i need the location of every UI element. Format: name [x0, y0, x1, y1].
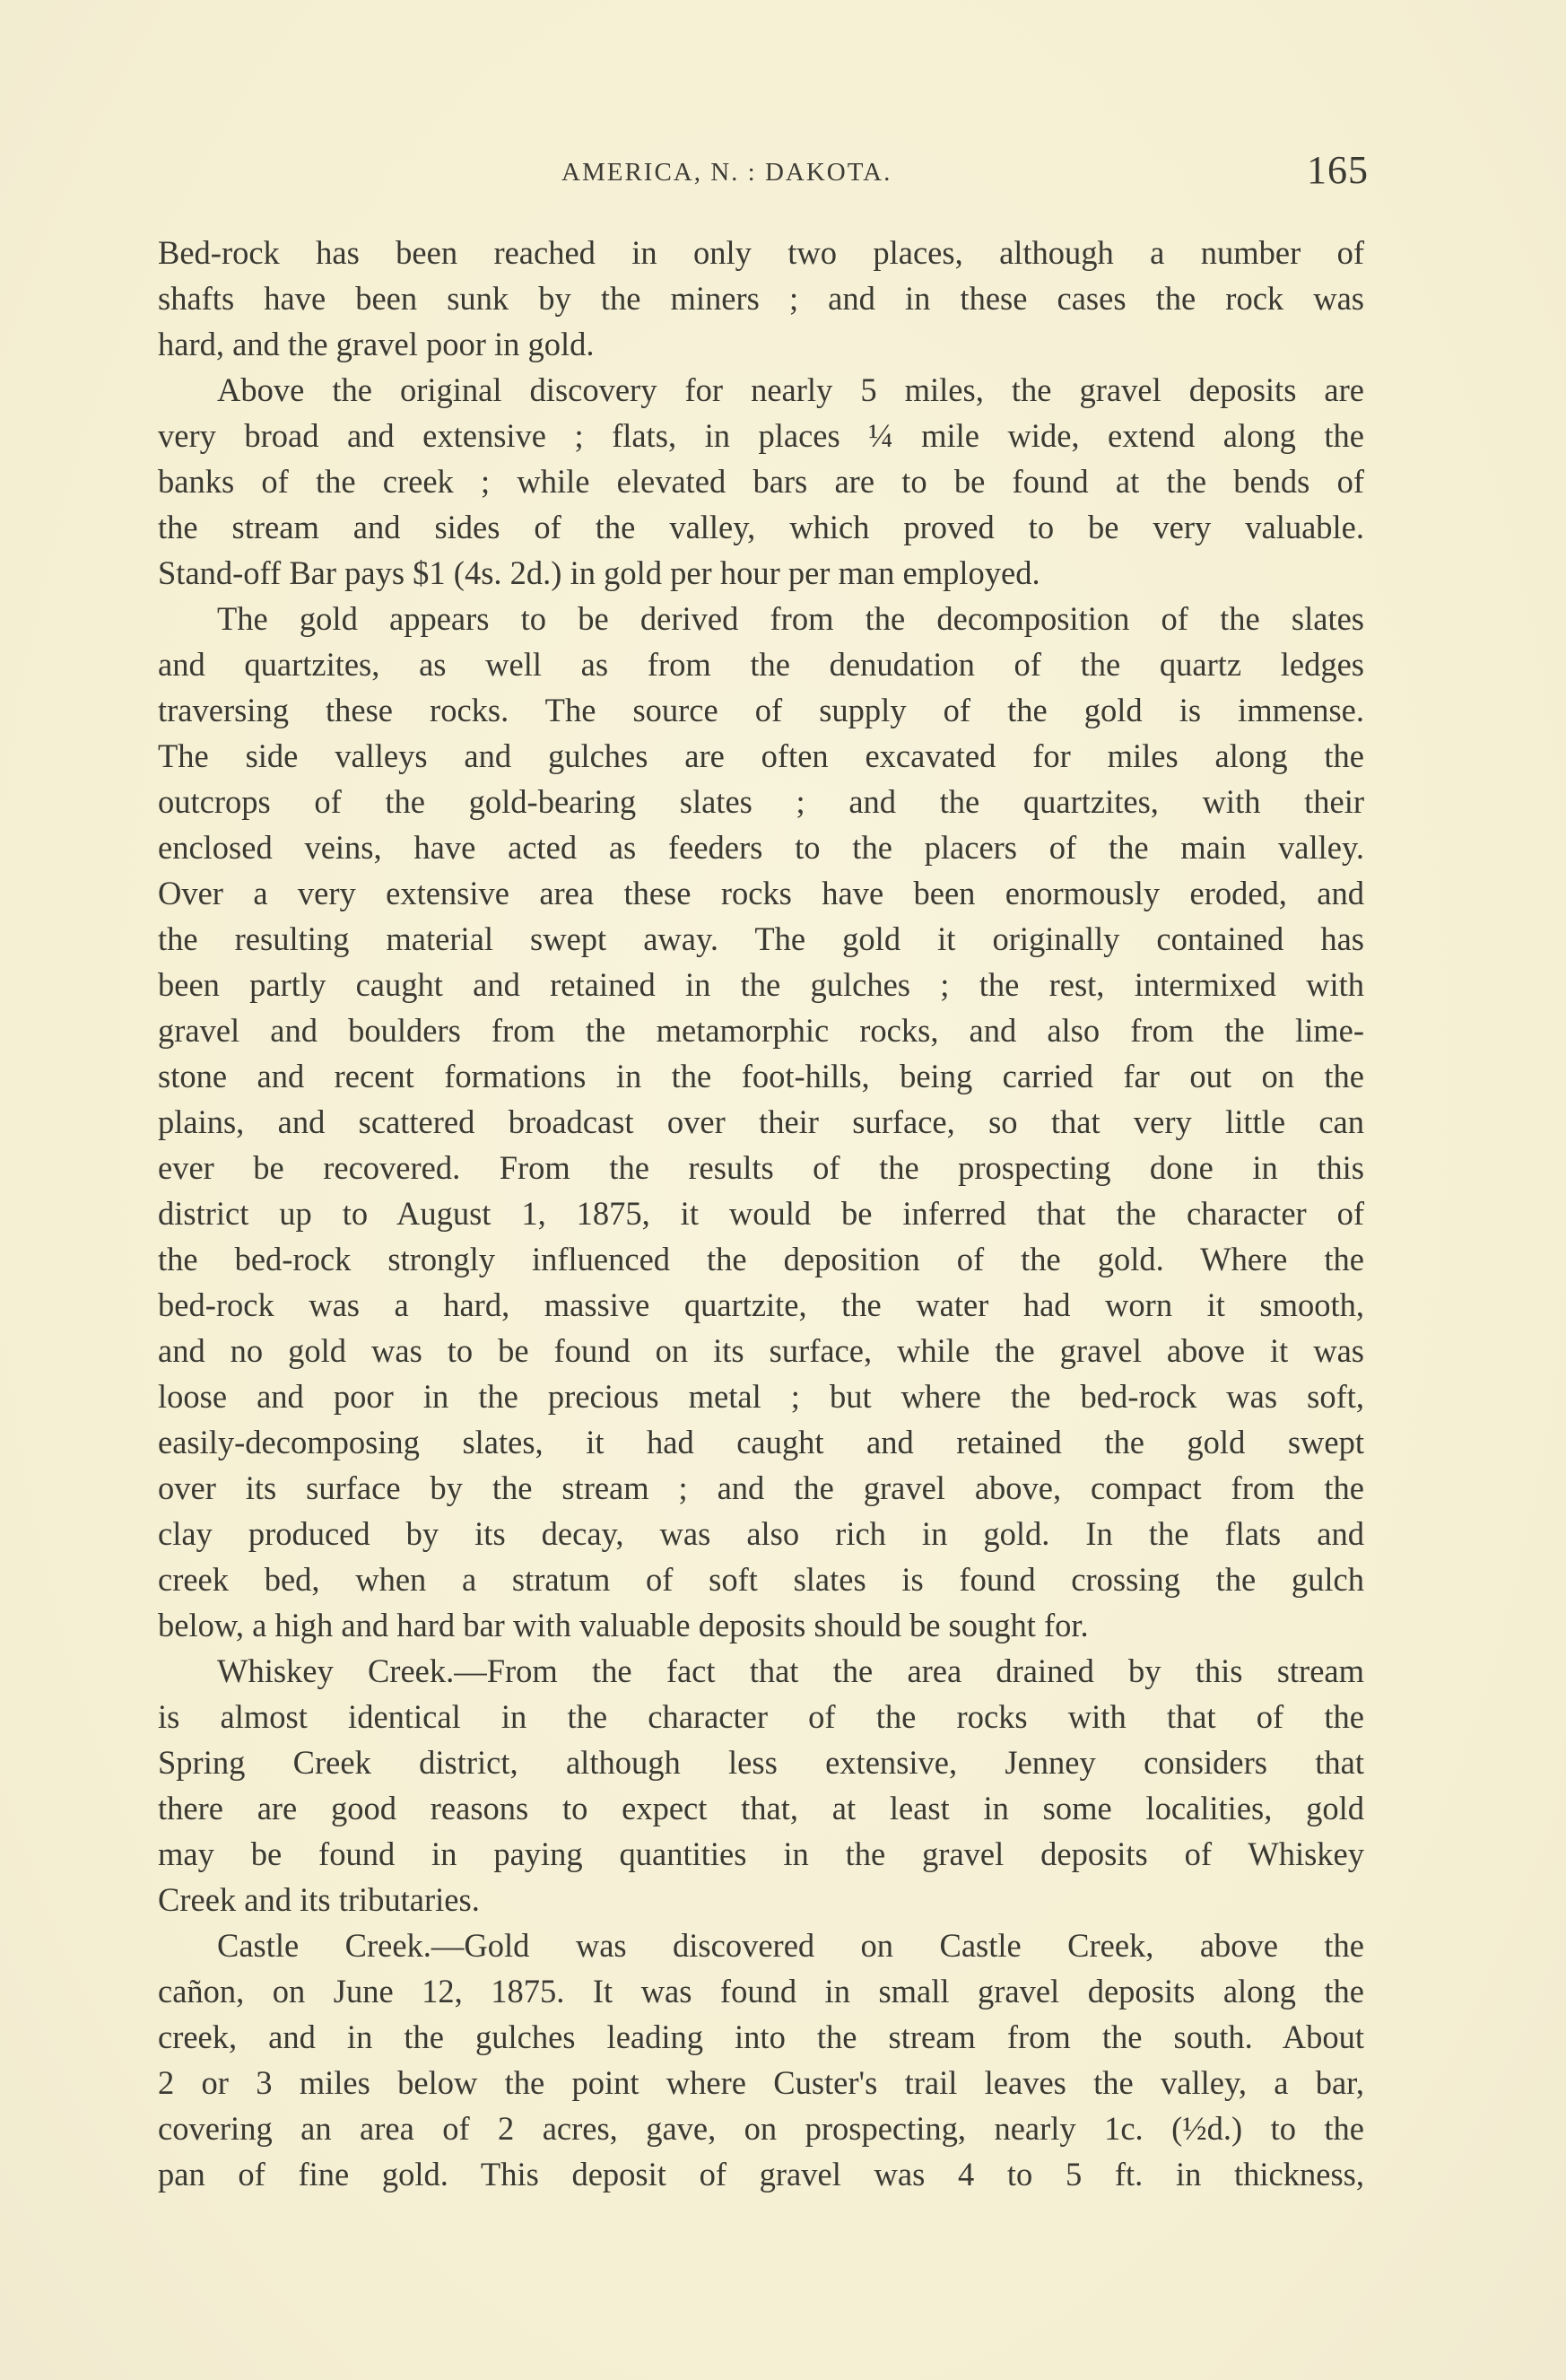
- text-line: outcrops of the gold-bearing slates ; and the quartzites, with their: [158, 783, 1364, 820]
- text-line: below, a high and hard bar with valuable deposits should be sought for.: [158, 1607, 1089, 1643]
- text-line: Bed-rock has been reached in only two places, although a number of: [158, 234, 1364, 271]
- text-line: and quartzites, as well as from the denudation of the quartz ledges: [158, 646, 1364, 683]
- text-line: the resulting material swept away. The gold it originally contained has: [158, 920, 1364, 957]
- text-line: easily-decomposing slates, it had caught and retained the gold swept: [158, 1424, 1364, 1460]
- text-line: Spring Creek district, although less extensive, Jenney considers that: [158, 1744, 1364, 1781]
- paragraph-original-discovery: [158, 367, 1364, 596]
- running-head: [158, 148, 1369, 196]
- text-line: hard, and the gravel poor in gold.: [158, 326, 595, 362]
- text-line: Whiskey Creek.—From the fact that the area drained by this stream: [217, 1652, 1364, 1689]
- paragraph-gold-derivation: [158, 596, 1364, 1648]
- text-line: shafts have been sunk by the miners ; and in these cases the rock was: [158, 280, 1364, 317]
- text-line: very broad and extensive ; flats, in places ¼ mile wide, extend along the: [158, 417, 1364, 454]
- text-line: bed-rock was a hard, massive quartzite, the water had worn it smooth,: [158, 1286, 1364, 1323]
- text-line: traversing these rocks. The source of supply of the gold is immense.: [158, 692, 1364, 728]
- text-line: Castle Creek.—Gold was discovered on Castle Creek, above the: [217, 1927, 1364, 1964]
- text-line: Creek and its tributaries.: [158, 1881, 480, 1918]
- text-line: pan of fine gold. This deposit of gravel was 4 to 5 ft. in thickness,: [158, 2156, 1364, 2193]
- text-line: plains, and scattered broadcast over their surface, so that very little can: [158, 1103, 1364, 1140]
- text-line: cañon, on June 12, 1875. It was found in small gravel deposits along the: [158, 1973, 1364, 2009]
- text-line: stone and recent formations in the foot-hills, being carried far out on the: [158, 1058, 1364, 1094]
- text-line: covering an area of 2 acres, gave, on prospecting, nearly 1c. (½d.) to the: [158, 2110, 1364, 2147]
- page-number: 165: [1307, 148, 1369, 192]
- text-line: Over a very extensive area these rocks have been enormously eroded, and: [158, 875, 1364, 911]
- paragraph-castle-creek: [158, 1922, 1364, 2197]
- text-line: clay produced by its decay, was also rich in gold. In the flats and: [158, 1515, 1364, 1552]
- text-line: district up to August 1, 1875, it would be inferred that the character of: [158, 1195, 1364, 1232]
- text-line: The gold appears to be derived from the decomposition of the slates: [217, 600, 1364, 637]
- text-line: is almost identical in the character of the rocks with that of the: [158, 1698, 1364, 1735]
- body-text: [158, 230, 1364, 2197]
- text-line: the bed-rock strongly influenced the deposition of the gold. Where the: [158, 1241, 1364, 1277]
- text-line: creek bed, when a stratum of soft slates is found crossing the gulch: [158, 1561, 1364, 1598]
- text-line: been partly caught and retained in the gulches ; the rest, intermixed with: [158, 966, 1364, 1003]
- text-line: Stand-off Bar pays $1 (4s. 2d.) in gold per hour per man employed.: [158, 554, 1040, 591]
- text-line: the stream and sides of the valley, which proved to be very valuable.: [158, 509, 1364, 545]
- text-line: banks of the creek ; while elevated bars are to be found at the bends of: [158, 463, 1364, 500]
- text-line: gravel and boulders from the metamorphic rocks, and also from the lime-: [158, 1012, 1364, 1049]
- running-title: AMERICA, N. : DAKOTA.: [561, 158, 892, 187]
- text-line: creek, and in the gulches leading into the stream from the south. About: [158, 2018, 1364, 2055]
- text-line: 2 or 3 miles below the point where Custer's trail leaves the valley, a bar,: [158, 2064, 1364, 2101]
- text-line: Above the original discovery for nearly 5 miles, the gravel deposits are: [217, 371, 1364, 408]
- paragraph-bed-rock: [158, 230, 1364, 367]
- text-line: ever be recovered. From the results of the prospecting done in this: [158, 1149, 1364, 1186]
- paragraph-whiskey-creek: [158, 1648, 1364, 1922]
- text-line: and no gold was to be found on its surface, while the gravel above it was: [158, 1332, 1364, 1369]
- text-line: enclosed veins, have acted as feeders to the placers of the main valley.: [158, 829, 1364, 866]
- text-line: there are good reasons to expect that, at least in some localities, gold: [158, 1790, 1364, 1826]
- text-line: may be found in paying quantities in the gravel deposits of Whiskey: [158, 1835, 1364, 1872]
- text-line: over its surface by the stream ; and the gravel above, compact from the: [158, 1469, 1364, 1506]
- text-line: loose and poor in the precious metal ; but where the bed-rock was soft,: [158, 1378, 1364, 1415]
- text-line: The side valleys and gulches are often excavated for miles along the: [158, 737, 1364, 774]
